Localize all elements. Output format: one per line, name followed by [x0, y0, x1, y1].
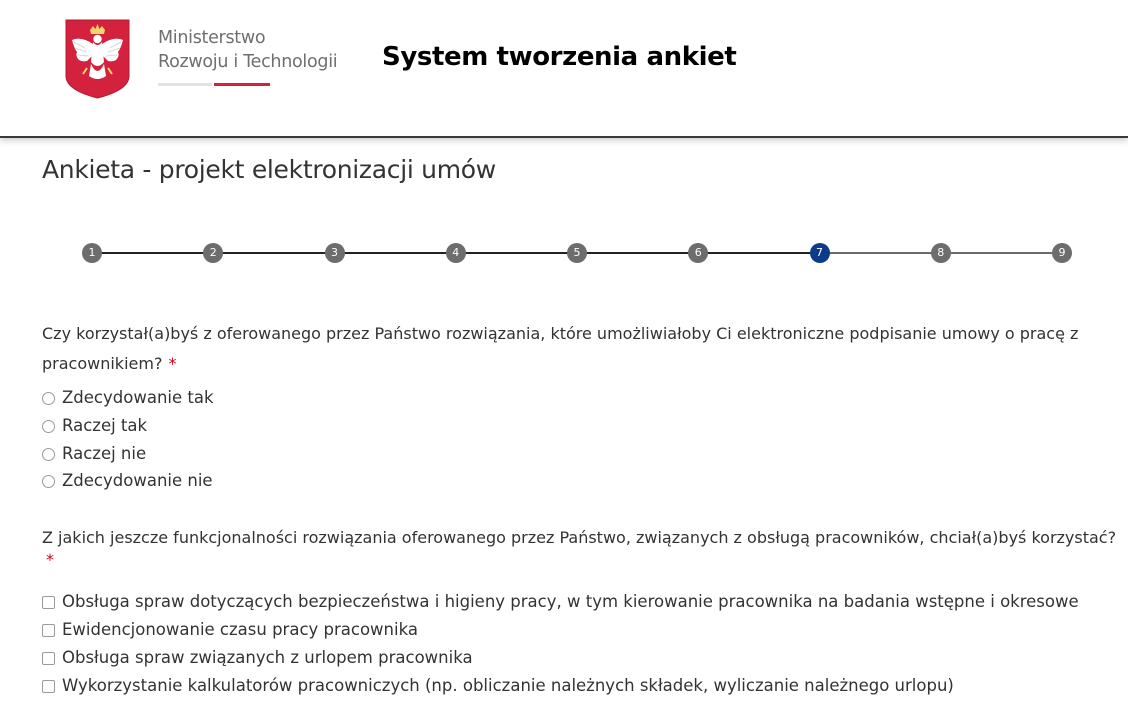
step-7[interactable]: 7 [810, 243, 830, 263]
underline-grey [158, 83, 212, 86]
site-header [0, 0, 1128, 138]
step-6[interactable]: 6 [688, 243, 708, 263]
ministry-underline [158, 83, 270, 86]
step-4[interactable]: 4 [446, 243, 466, 263]
checkbox[interactable] [42, 652, 55, 665]
option-label: Raczej tak [62, 416, 148, 435]
survey-title: Ankieta - projekt elektronizacji umów [42, 155, 496, 184]
question-2-text [42, 523, 1122, 567]
checkbox[interactable] [42, 680, 55, 693]
step-5[interactable]: 5 [567, 243, 587, 263]
stepper-connector [456, 252, 577, 254]
required-mark: * [168, 354, 177, 373]
option-label: Zdecydowanie tak [62, 388, 214, 407]
radio-button[interactable] [42, 475, 55, 488]
radio-button[interactable] [42, 392, 55, 405]
option-label: Obsługa spraw związanych z urlopem pracownika [62, 648, 473, 667]
question-1-line1: Czy korzystał(a)byś z oferowanego przez Państwo rozwiązania, które umożliwiałoby Ci elektroniczne podpisanie umowy o pracę z [42, 324, 1079, 343]
step-3[interactable]: 3 [325, 243, 345, 263]
step-1[interactable]: 1 [82, 243, 102, 263]
option-label: Zdecydowanie nie [62, 471, 213, 490]
ministry-name [158, 26, 337, 74]
progress-stepper [88, 242, 1072, 264]
radio-button[interactable] [42, 420, 55, 433]
ministry-name-line2: Rozwoju i Technologii [158, 52, 338, 72]
checkbox[interactable] [42, 596, 55, 609]
question-1-line2: pracownikiem? [42, 354, 163, 373]
ministry-name-line1: Ministerstwo [158, 28, 266, 48]
stepper-connector [577, 252, 698, 254]
required-mark: * [46, 550, 54, 569]
question-1-text [42, 319, 1102, 379]
stepper-connector [213, 252, 334, 254]
stepper-connector [335, 252, 456, 254]
stepper-connector [92, 252, 213, 254]
option-label: Raczej nie [62, 444, 147, 463]
step-8[interactable]: 8 [931, 243, 951, 263]
question-2-line1: Z jakich jeszcze funkcjonalności rozwiązania oferowanego przez Państwo, związanych z obsługą pracowników, chciał(a)byś korzystać? [42, 528, 1117, 547]
polish-eagle-emblem-icon[interactable] [63, 18, 132, 100]
option-label: Ewidencjonowanie czasu pracy pracownika [62, 620, 418, 639]
option-label: Obsługa spraw dotyczących bezpieczeństwa i higieny pracy, w tym kierowanie pracownika na badania wstępne i okresowe [62, 592, 1079, 611]
step-9[interactable]: 9 [1052, 243, 1072, 263]
stepper-connector [820, 252, 941, 254]
checkbox[interactable] [42, 624, 55, 637]
underline-red [214, 83, 270, 86]
stepper-connector [941, 252, 1062, 254]
system-title: System tworzenia ankiet [382, 42, 737, 72]
radio-button[interactable] [42, 448, 55, 461]
step-2[interactable]: 2 [203, 243, 223, 263]
stepper-connector [698, 252, 819, 254]
option-label: Wykorzystanie kalkulatorów pracowniczych (np. obliczanie należnych składek, wyliczanie należnego urlopu) [62, 676, 954, 695]
